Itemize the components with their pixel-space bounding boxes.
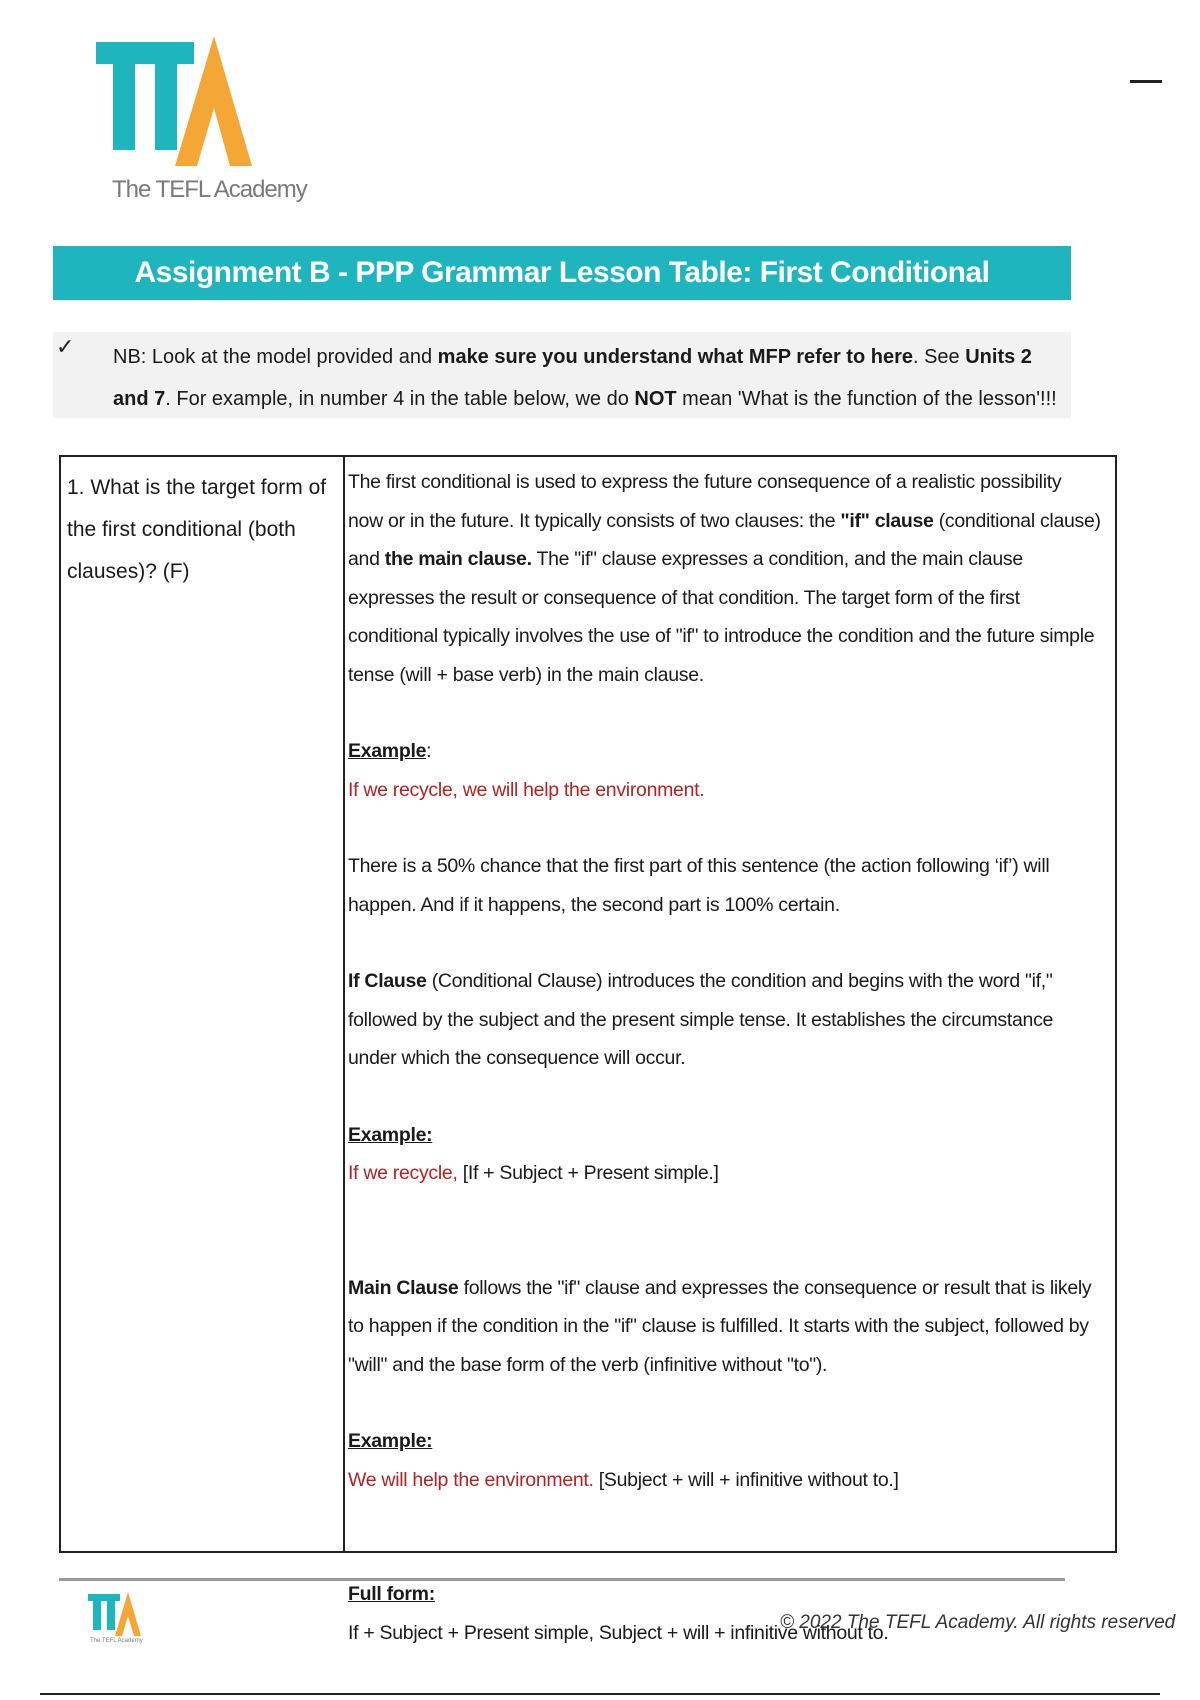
example-red: If we recycle,	[348, 1162, 458, 1184]
main-clause-label: Main Clause	[348, 1276, 459, 1299]
bottom-rule	[40, 1693, 1160, 1695]
if-clause-label: If Clause	[348, 970, 427, 992]
note-part: . See	[912, 346, 966, 368]
example1-text: If we recycle, we will help the environment.	[348, 778, 705, 801]
intro-paragraph	[348, 463, 1101, 694]
example-structure: [If + Subject + Present simple.]	[457, 1162, 719, 1184]
full-form-text: If + Subject + Present simple, Subject + will + infinitive without to.	[348, 1621, 889, 1644]
example-label: Example:	[348, 1123, 433, 1146]
if-clause-text: (Conditional Clause) introduces the condition and begins with the word "if," followed by the subject and the present simple tense. It establishes the circumstance under which the consequence will occur.	[348, 970, 1054, 1069]
note-emphasis: make sure you understand what MFP refer to here	[437, 346, 913, 368]
main-clause-text: follows the "if" clause and expresses the consequence or result that is likely to happen if the condition in the "if" clause is fulfilled. It starts with the subject, followed by "will" and the base form of the verb (infinitive without "to").	[348, 1276, 1092, 1376]
note-part: NB: Look at the model provided and	[113, 346, 438, 368]
example-colon: :	[426, 740, 432, 762]
tta-logo-tagline: The TEFL Academy	[112, 176, 307, 203]
page-title: Assignment B - PPP Grammar Lesson Table: First Conditional	[134, 256, 990, 289]
example-red: We will help the environment.	[348, 1468, 594, 1491]
example1-label	[348, 732, 1101, 771]
intro-text: The first conditional is used to express the future consequence of a realistic possibility now or in the future. It typically consists of two clauses: the	[348, 471, 1062, 532]
title-bar	[53, 246, 1071, 300]
footer-logo-tagline: The TEFL Academy	[90, 1638, 143, 1644]
intro-if-clause: "if" clause	[840, 509, 934, 532]
intro-text: (conditional clause) and	[348, 509, 1101, 570]
intro-text: The "if" clause expresses a condition, and the main clause expresses the result or consequence of that condition. The target form of the first conditional typically involves the use of "if" to introduce the condition and the future simple tense (will + base verb) in the main clause.	[348, 548, 1095, 686]
main-clause-paragraph	[348, 1269, 1101, 1385]
note-text	[113, 336, 1065, 420]
example2-label	[348, 1116, 1101, 1155]
note-part: mean 'What is the function of the lesson'!!!	[676, 388, 1057, 410]
question-text: What is the target form of the first conditional (both clauses)? (F)	[67, 476, 327, 583]
question-cell	[61, 457, 345, 1551]
example3-text	[348, 1461, 1101, 1500]
footer-divider	[59, 1578, 1065, 1581]
tta-logo	[96, 36, 307, 212]
footer-logo	[88, 1592, 144, 1656]
note-part: . For example, in number 4 in the table below, we do	[165, 388, 635, 410]
note-units: Units 2 and 7	[113, 346, 1032, 410]
example-label: Example	[348, 740, 427, 762]
note-not: NOT	[634, 388, 677, 410]
question-number: 1.	[67, 476, 85, 499]
example-structure: [Subject + will + infinitive without to.]	[593, 1468, 899, 1491]
top-dash-line	[1130, 80, 1162, 83]
example-label: Example:	[348, 1430, 433, 1452]
copyright-text: © 2022 The TEFL Academy. All rights reserved	[780, 1612, 1176, 1633]
if-clause-paragraph	[348, 962, 1101, 1078]
full-form-heading: Full form:	[348, 1583, 435, 1605]
example2-text	[348, 1154, 1101, 1193]
intro-main-clause: the main clause.	[384, 548, 532, 570]
checkmark-icon: ✓	[56, 334, 75, 359]
footer-logo-graphic	[88, 1592, 144, 1656]
example3-label	[348, 1422, 1101, 1461]
chance-paragraph: There is a 50% chance that the first part of this sentence (the action following ‘if’) will happen. And if it happens, the second part is 100% certain.	[348, 855, 1050, 916]
